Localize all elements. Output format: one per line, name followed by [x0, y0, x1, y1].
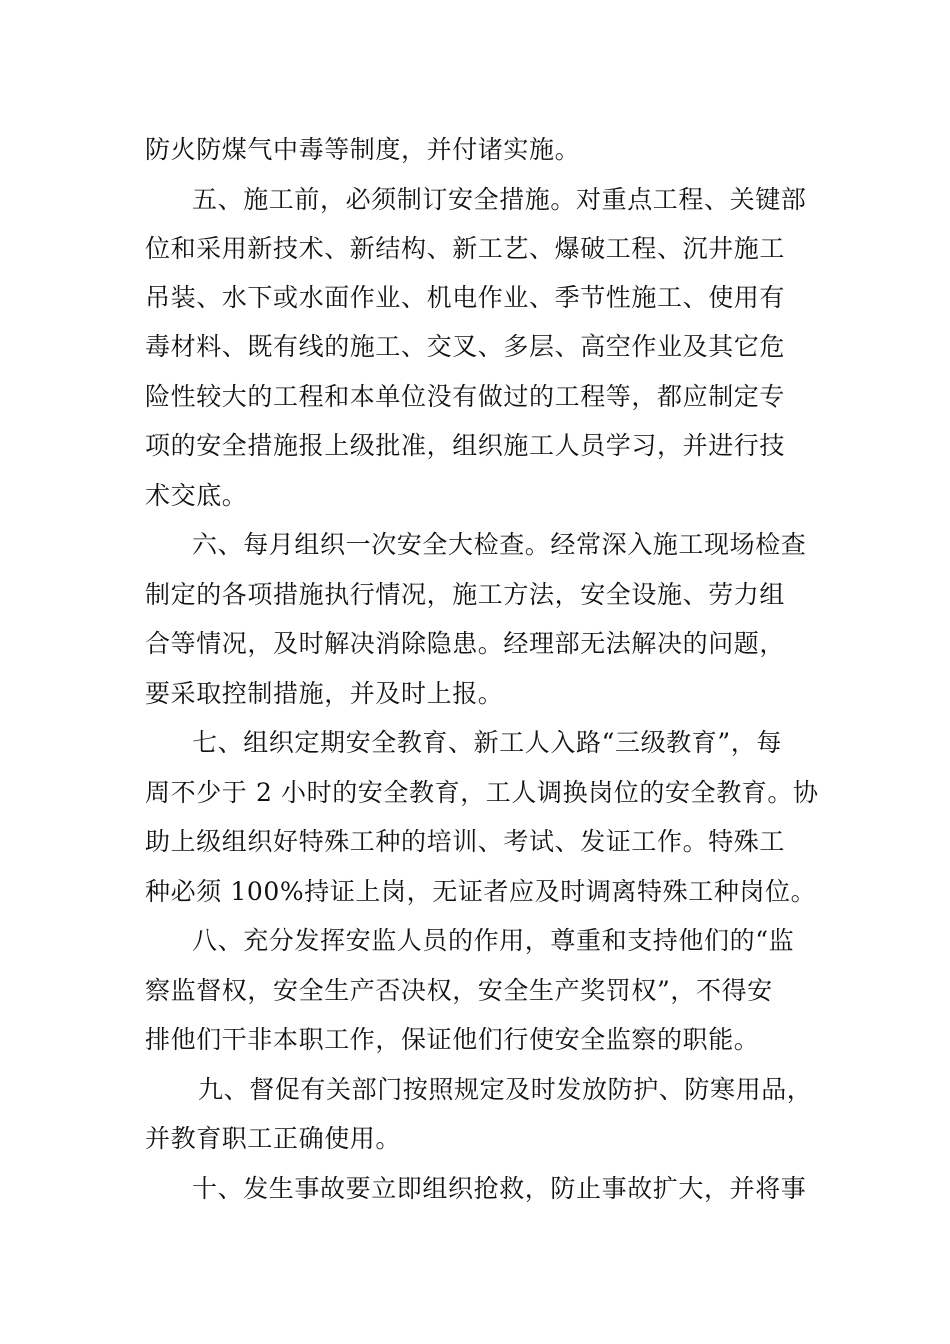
text-line: 种必须 100%持证上岗，无证者应及时调离特殊工种岗位。 — [145, 877, 817, 906]
text-line: 七、组织定期安全教育、新工人入路“三级教育”，每 — [192, 728, 782, 757]
text-line: 九、督促有关部门按照规定及时发放防护、防寒用品， — [198, 1075, 813, 1104]
text-line: 制定的各项措施执行情况，施工方法，安全设施、劳力组 — [145, 580, 786, 609]
text-line: 十、发生事故要立即组织抢救，防止事故扩大，并将事 — [192, 1174, 807, 1203]
text-line: 五、施工前，必须制订安全措施。对重点工程、关键部 — [192, 185, 807, 214]
text-line: 位和采用新技术、新结构、新工艺、爆破工程、沉井施工 — [145, 234, 786, 263]
text-line: 并教育职工正确使用。 — [145, 1124, 402, 1153]
text-line: 项的安全措施报上级批准，组织施工人员学习，并进行技 — [145, 431, 786, 460]
text-line: 八、充分发挥安监人员的作用，尊重和支持他们的“监 — [192, 926, 795, 955]
text-line: 险性较大的工程和本单位没有做过的工程等，都应制定专 — [145, 382, 786, 411]
text-line: 助上级组织好特殊工种的培训、考试、发证工作。特殊工 — [145, 827, 786, 856]
text-line: 吊装、水下或水面作业、机电作业、季节性施工、使用有 — [145, 283, 786, 312]
text-line: 周不少于 2 小时的安全教育，工人调换岗位的安全教育。协 — [145, 778, 819, 807]
text-line: 术交底。 — [145, 481, 248, 510]
text-line: 要采取控制措施，并及时上报。 — [145, 679, 504, 708]
text-line: 察监督权，安全生产否决权，安全生产奖罚权”，不得安 — [145, 976, 773, 1005]
text-line: 毒材料、既有线的施工、交叉、多层、高空作业及其它危 — [145, 332, 786, 361]
text-line: 合等情况，及时解决消除隐患。经理部无法解决的问题， — [145, 629, 786, 658]
text-line: 排他们干非本职工作，保证他们行使安全监察的职能。 — [145, 1025, 760, 1054]
text-line: 防火防煤气中毒等制度，并付诸实施。 — [145, 135, 581, 164]
text-line: 六、每月组织一次安全大检查。经常深入施工现场检查 — [192, 530, 807, 559]
